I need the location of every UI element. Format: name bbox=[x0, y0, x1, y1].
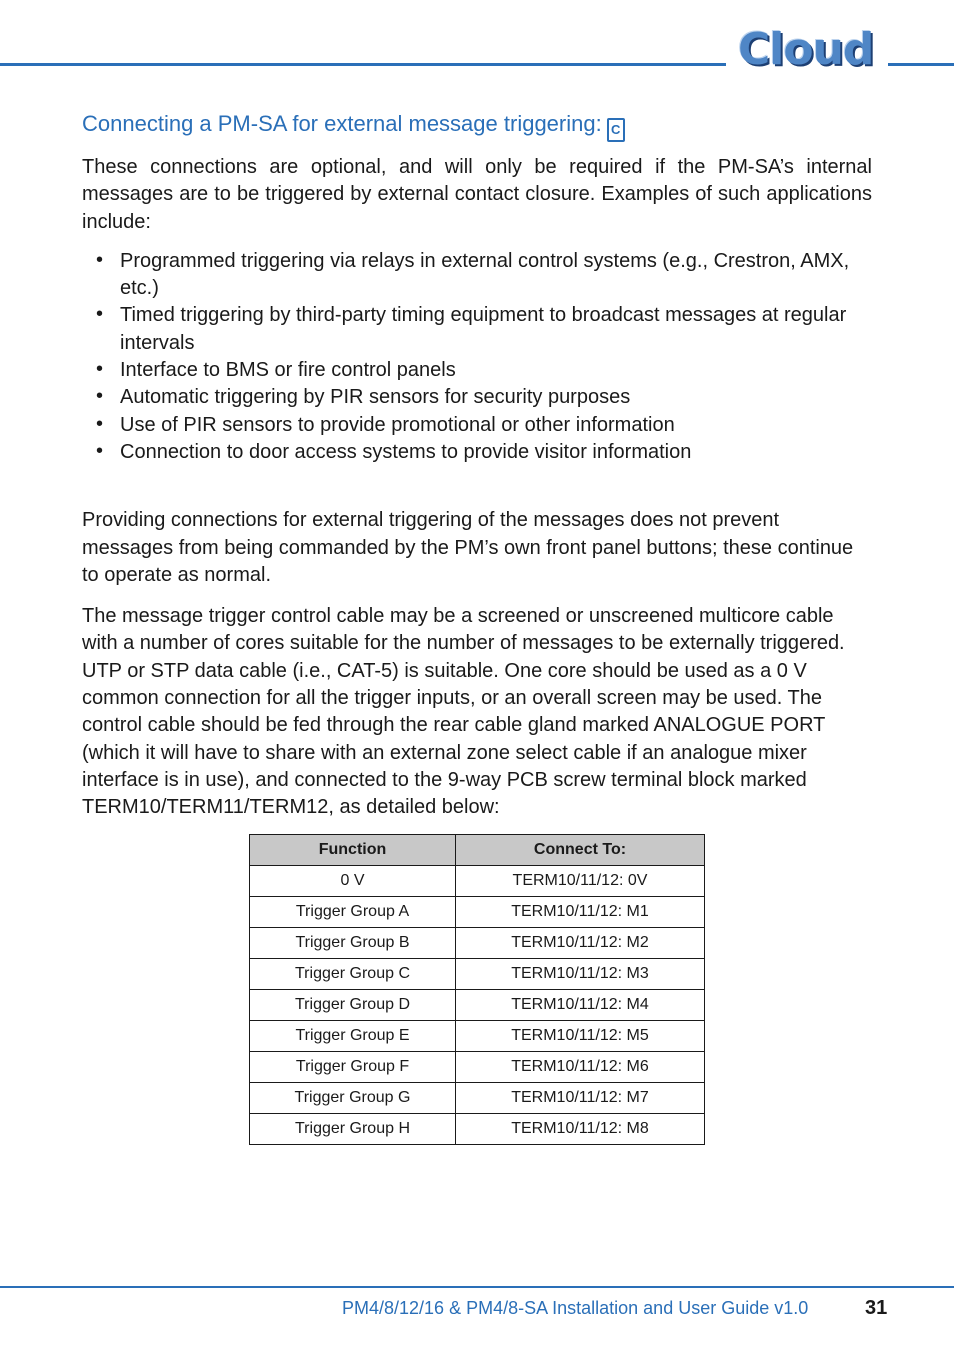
front-panel-paragraph: Providing connections for external triggering of the messages does not prevent messages from being commanded by the PM’s own front panel buttons; these continue to operate as normal. bbox=[82, 509, 854, 586]
table-row bbox=[250, 928, 705, 959]
list-item: • Connection to door access systems to provide visitor information bbox=[82, 439, 872, 466]
list-item: • Interface to BMS or fire control panels bbox=[82, 357, 872, 384]
intro-paragraph: These connections are optional, and will only be required if the PM-SA’s internal messages are to be triggered by external contact closure. Examples of such applications include: bbox=[82, 156, 872, 233]
function-cell: Trigger Group F bbox=[250, 1052, 456, 1083]
list-item: • Timed triggering by third-party timing equipment to broadcast messages at regular intervals bbox=[82, 302, 872, 357]
connect-cell: TERM10/11/12: M6 bbox=[456, 1052, 705, 1083]
connection-table bbox=[249, 834, 705, 1145]
page-number: 31 bbox=[865, 1297, 888, 1319]
column-header-connect-to: Connect To: bbox=[456, 835, 705, 866]
connect-cell: TERM10/11/12: M3 bbox=[456, 959, 705, 990]
table-row bbox=[250, 1052, 705, 1083]
function-cell: Trigger Group H bbox=[250, 1114, 456, 1145]
table-row bbox=[250, 959, 705, 990]
table-row bbox=[250, 1021, 705, 1052]
connect-cell: TERM10/11/12: M1 bbox=[456, 897, 705, 928]
cable-paragraph: The message trigger control cable may be a screened or unscreened multicore cable with a number of cores suitable for the number of messages to be externally triggered. UTP or STP data cable (i.e., CAT-5) is suitable. One core should be used as a 0 V common connection for all the trigger inputs, or an overall screen may be used. The control cable should be fed through the rear cable gland marked ANALOGUE PORT (which it will have to share with an external zone select cable if an analogue mixer interface is in use), and connected to the 9-way PCB screw terminal block marked TERM10/TERM11/TERM12, as detailed below: bbox=[82, 605, 845, 819]
application-list bbox=[82, 248, 872, 466]
function-cell: Trigger Group B bbox=[250, 928, 456, 959]
table-row bbox=[250, 1083, 705, 1114]
table-row bbox=[250, 866, 705, 897]
connect-cell: TERM10/11/12: 0V bbox=[456, 866, 705, 897]
table-row bbox=[250, 990, 705, 1021]
function-cell: Trigger Group C bbox=[250, 959, 456, 990]
list-item: • Programmed triggering via relays in external control systems (e.g., Crestron, AMX, etc.) bbox=[82, 248, 872, 303]
function-cell: Trigger Group A bbox=[250, 897, 456, 928]
c-badge-icon: C bbox=[607, 118, 625, 142]
function-cell: Trigger Group G bbox=[250, 1083, 456, 1114]
table-header-row bbox=[250, 835, 705, 866]
connect-cell: TERM10/11/12: M4 bbox=[456, 990, 705, 1021]
footer-title: PM4/8/12/16 & PM4/8-SA Installation and User Guide v1.0 bbox=[342, 1298, 809, 1318]
main-content bbox=[82, 108, 872, 822]
function-cell: 0 V bbox=[250, 866, 456, 897]
list-item: • Automatic triggering by PIR sensors for security purposes bbox=[82, 384, 872, 411]
column-header-function: Function bbox=[250, 835, 456, 866]
table-row bbox=[250, 1114, 705, 1145]
function-cell: Trigger Group E bbox=[250, 1021, 456, 1052]
list-item: • Use of PIR sensors to provide promotional or other information bbox=[82, 412, 872, 439]
section-heading bbox=[82, 108, 872, 142]
function-cell: Trigger Group D bbox=[250, 990, 456, 1021]
connect-cell: TERM10/11/12: M5 bbox=[456, 1021, 705, 1052]
header-rule-left bbox=[0, 63, 726, 66]
connect-cell: TERM10/11/12: M8 bbox=[456, 1114, 705, 1145]
cloud-logo: Cloud bbox=[738, 24, 874, 75]
connect-cell: TERM10/11/12: M2 bbox=[456, 928, 705, 959]
table-row bbox=[250, 897, 705, 928]
footer-rule bbox=[0, 1286, 954, 1288]
connect-cell: TERM10/11/12: M7 bbox=[456, 1083, 705, 1114]
header-rule-right bbox=[888, 63, 954, 66]
section-title: Connecting a PM-SA for external message triggering: bbox=[82, 111, 602, 136]
